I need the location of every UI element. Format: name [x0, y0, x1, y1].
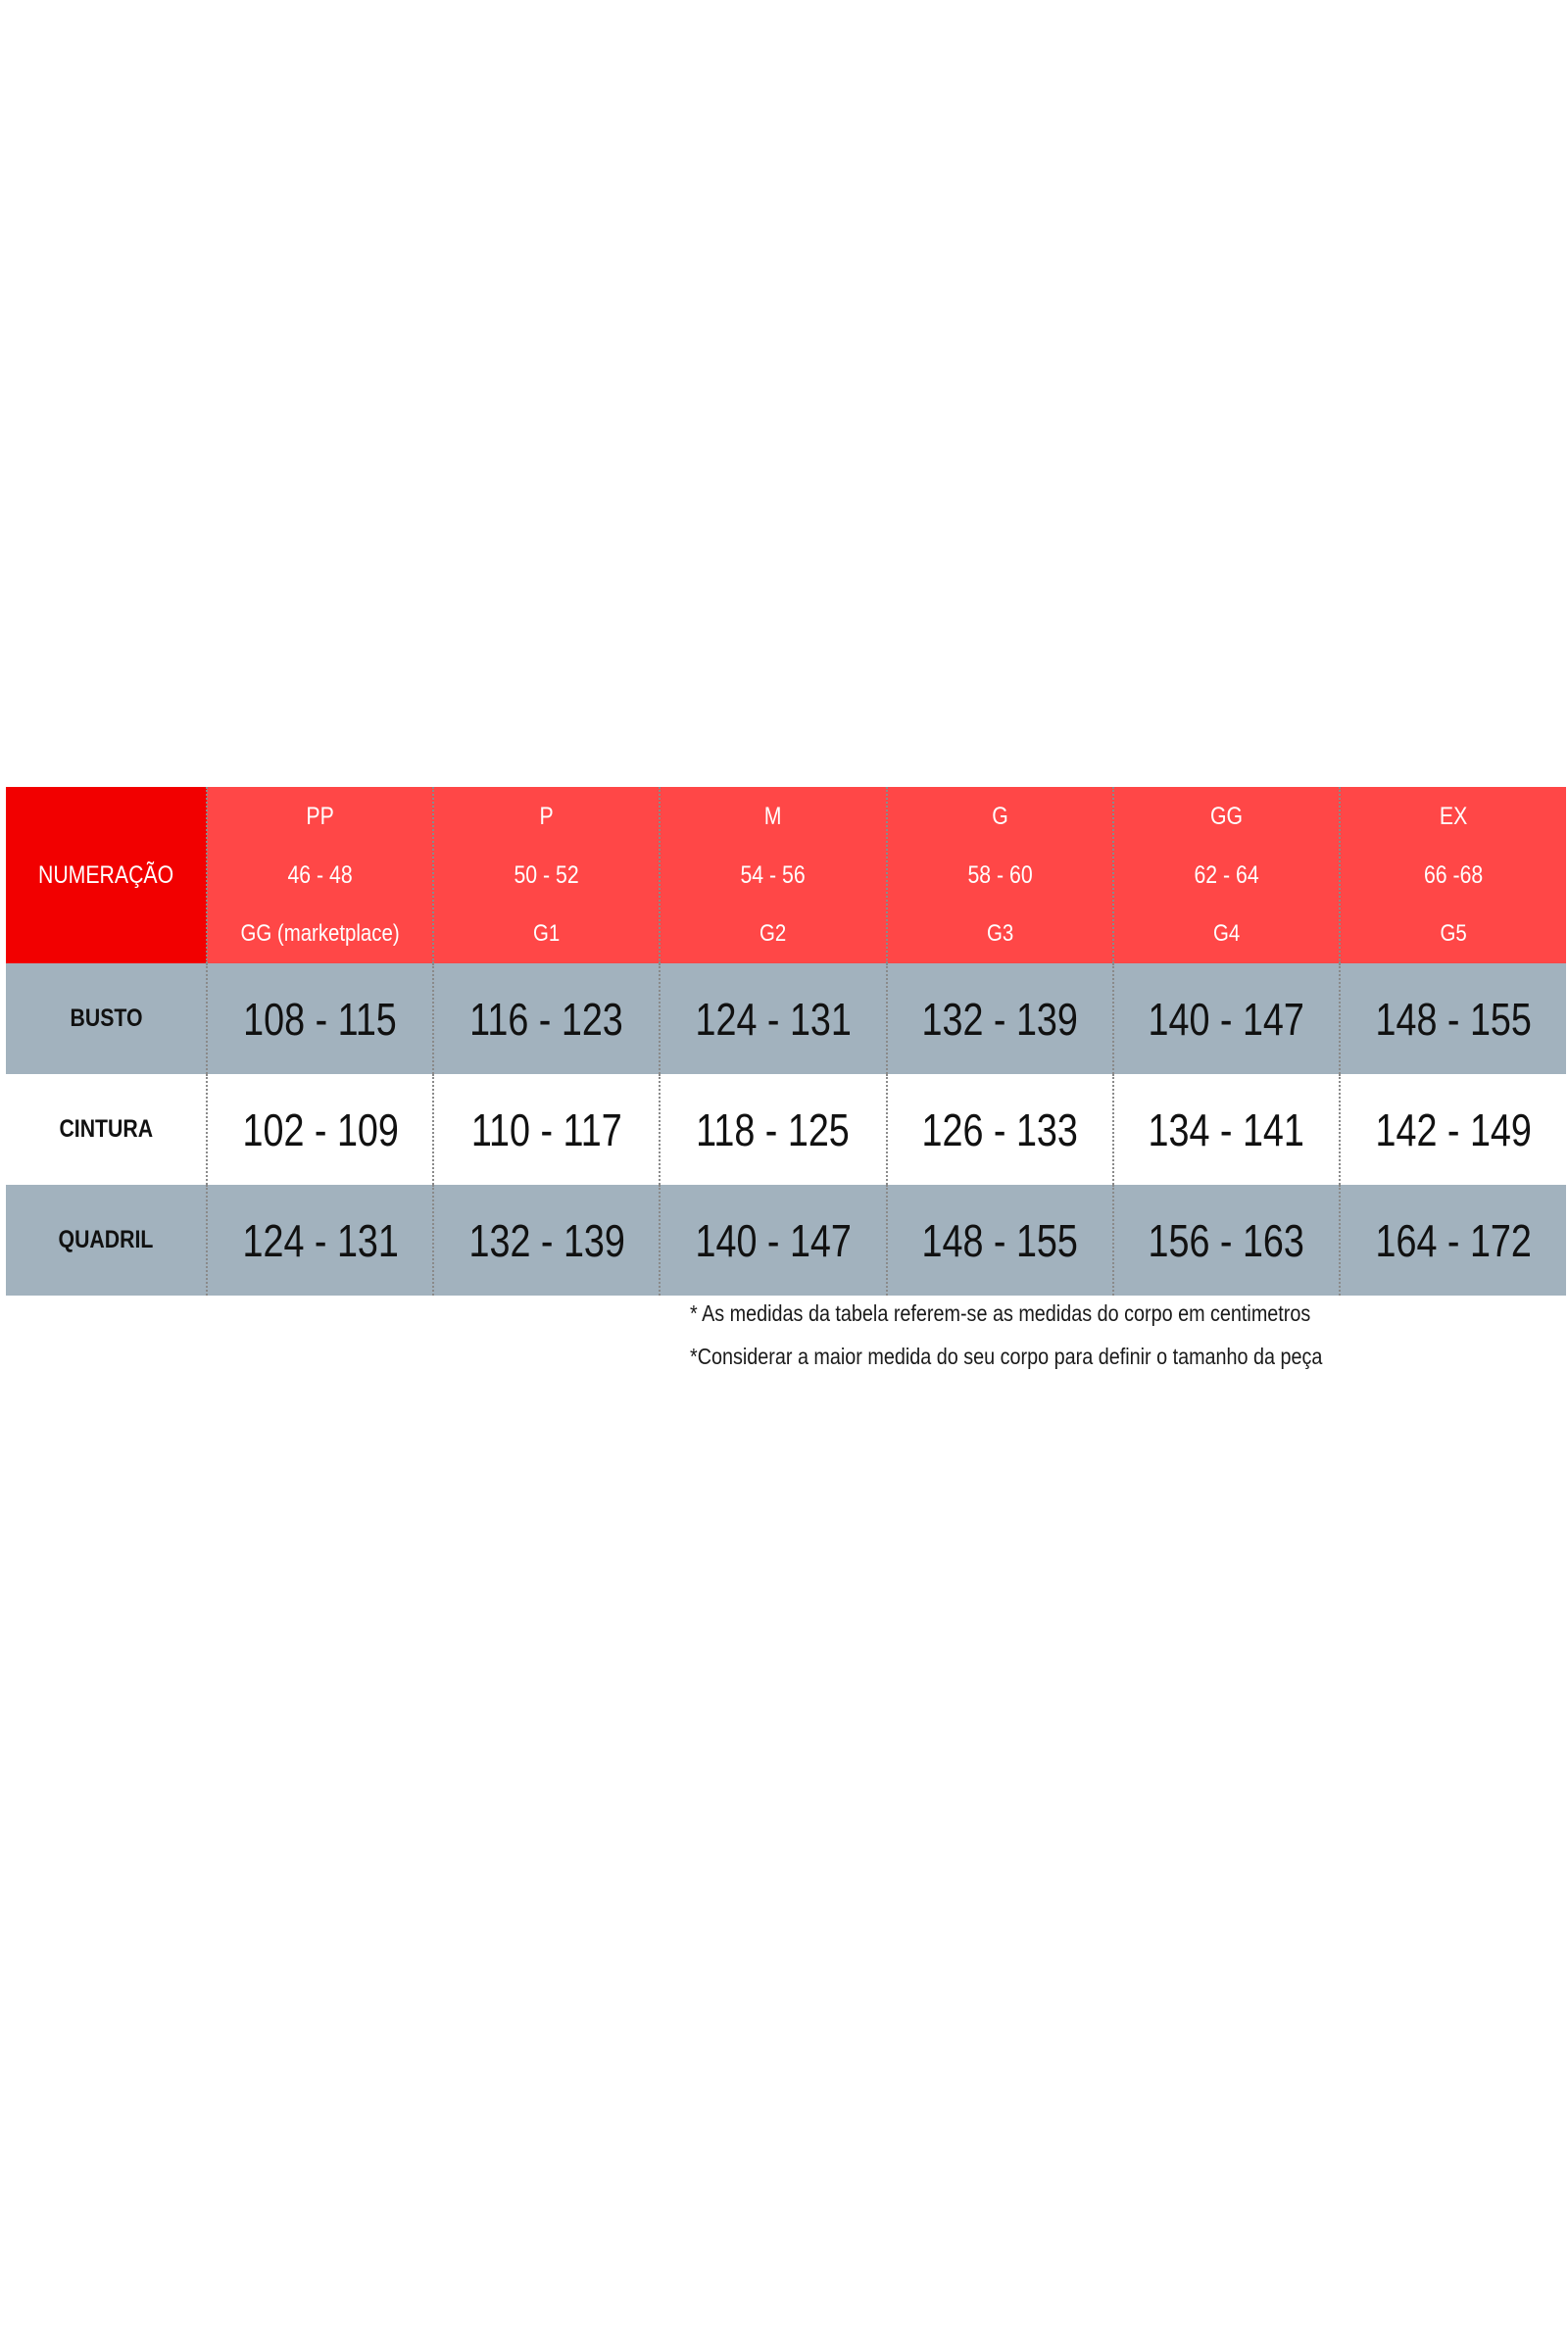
row-label-cintura: CINTURA [6, 1074, 207, 1185]
size-header-pp [207, 787, 433, 963]
table-cell: 132 - 139 [433, 1185, 660, 1296]
table-cell: 140 - 147 [1113, 963, 1340, 1074]
size-label: G [991, 803, 1008, 830]
table-cell: 140 - 147 [660, 1185, 886, 1296]
table-cell: 124 - 131 [207, 1185, 433, 1296]
size-code: G4 [1212, 920, 1240, 947]
size-header-ex [1340, 787, 1566, 963]
size-code: G1 [533, 920, 561, 947]
table-cell: 108 - 115 [207, 963, 433, 1074]
size-header-g [887, 787, 1113, 963]
size-code: G5 [1440, 920, 1467, 947]
header-row [6, 787, 1566, 963]
table-cell: 156 - 163 [1113, 1185, 1340, 1296]
row-label-quadril: QUADRIL [6, 1185, 207, 1296]
size-table [6, 787, 1566, 1296]
size-label: M [764, 803, 782, 830]
size-range: 62 - 64 [1194, 861, 1259, 889]
size-range: 54 - 56 [740, 861, 807, 889]
size-label: EX [1439, 803, 1468, 830]
size-label: GG [1209, 803, 1243, 830]
size-header-gg [1113, 787, 1340, 963]
footnote-measurements: * As medidas da tabela referem-se as medidas do corpo em centimetros [690, 1300, 1311, 1326]
size-range: 46 - 48 [287, 861, 353, 889]
size-range: 66 -68 [1423, 861, 1484, 889]
size-range: 50 - 52 [514, 861, 579, 889]
size-label: P [539, 803, 554, 830]
table-cell: 110 - 117 [433, 1074, 660, 1185]
table-row-cintura [6, 1074, 1566, 1185]
size-code: G2 [760, 920, 787, 947]
row-label-busto: BUSTO [6, 963, 207, 1074]
footnotes [690, 1292, 1376, 1378]
size-label: PP [306, 803, 334, 830]
table-cell: 148 - 155 [1340, 963, 1566, 1074]
table-cell: 132 - 139 [887, 963, 1113, 1074]
table-cell: 134 - 141 [1113, 1074, 1340, 1185]
table-cell: 148 - 155 [887, 1185, 1113, 1296]
footnote-largest-measure: *Considerar a maior medida do seu corpo para definir o tamanho da peça [690, 1344, 1323, 1369]
size-header-p [433, 787, 660, 963]
table-row-busto [6, 963, 1566, 1074]
size-code: G3 [986, 920, 1013, 947]
numeracao-header: NUMERAÇÃO [6, 787, 207, 963]
size-range: 58 - 60 [967, 861, 1033, 889]
table-row-quadril [6, 1185, 1566, 1296]
table-cell: 102 - 109 [207, 1074, 433, 1185]
size-chart [6, 787, 1566, 1296]
table-cell: 142 - 149 [1340, 1074, 1566, 1185]
table-cell: 124 - 131 [660, 963, 886, 1074]
table-cell: 118 - 125 [660, 1074, 886, 1185]
table-cell: 116 - 123 [433, 963, 660, 1074]
size-header-m [660, 787, 886, 963]
size-code: GG (marketplace) [240, 920, 400, 947]
table-cell: 164 - 172 [1340, 1185, 1566, 1296]
table-cell: 126 - 133 [887, 1074, 1113, 1185]
